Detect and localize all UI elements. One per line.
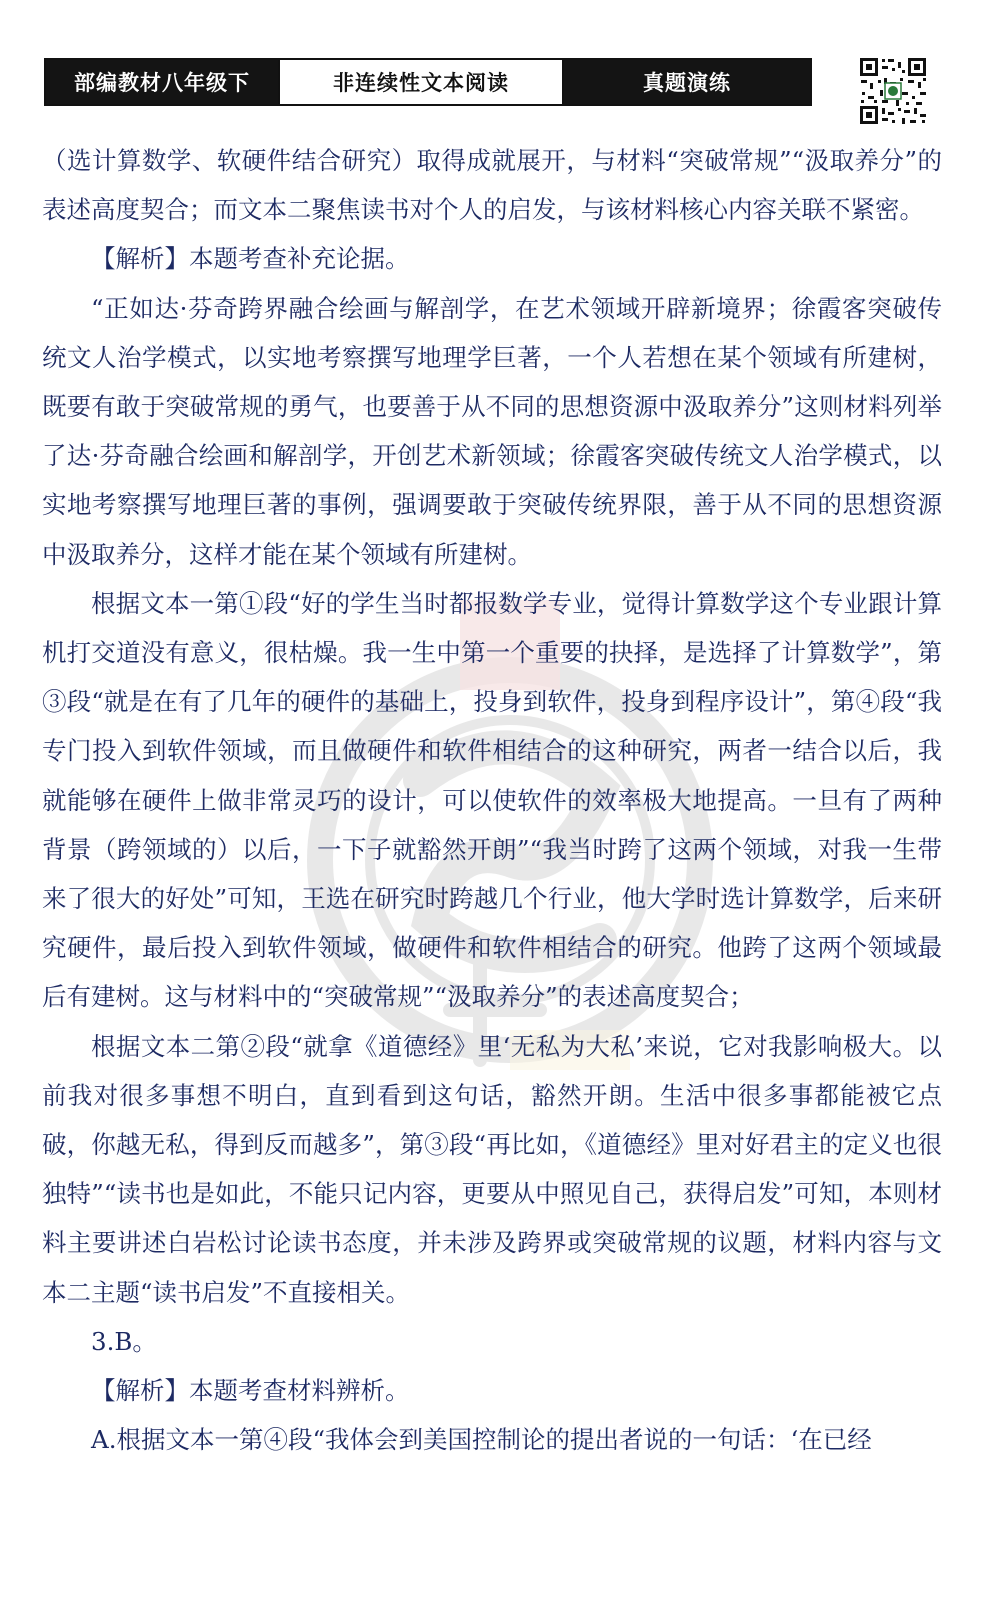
analysis-heading-supplementary-evidence: 【解析】本题考查补充论据。: [91, 244, 410, 274]
header-textbook-label: 部编教材八年级下: [46, 60, 278, 104]
page-header-bar: [44, 58, 812, 106]
paragraph-text-two-analysis: 根据文本二第②段“就拿《道德经》里‘无私为大私’来说，它对我影响极大。以前我对很多事想不明白，直到看到这句话，豁然开朗。生活中很多事都能被它点破，你越无私，得到反而越多”，第③段“再比如，《道德经》里对好君主的定义也很独特”“读书也是如此，不能只记内容，更要从中照见自己，获得启发”可知，本则材料主要讲述白岩松讨论读书态度，并未涉及跨界或突破常规的议题，材料内容与文本二主题“读书启发”不直接相关。: [42, 1031, 942, 1307]
paragraph-option-a: A.根据文本一第④段“我体会到美国控制论的提出者说的一句话：‘在已经: [91, 1425, 872, 1455]
answer-question-3: 3.B。: [91, 1326, 157, 1356]
header-section-label: 真题演练: [564, 60, 810, 104]
paragraph-material-quote: “正如达·芬奇跨界融合绘画与解剖学，在艺术领域开辟新境界；徐霞客突破传统文人治学模式，以实地考察撰写地理学巨著，一个人若想在某个领域有所建树，既要有敢于突破常规的勇气，也要善于从不同的思想资源中汲取养分”这则材料列举了达·芬奇融合绘画和解剖学，开创艺术新领域；徐霞客突破传统文人治学模式，以实地考察撰写地理巨著的事例，强调要敢于突破传统界限，善于从不同的思想资源中汲取养分，这样才能在某个领域有所建树。: [42, 293, 942, 569]
qr-code-icon: [858, 56, 928, 126]
paragraph-continuation: （选计算数学、软硬件结合研究）取得成就展开，与材料“突破常规”“汲取养分”的表述高度契合；而文本二聚焦读书对个人的启发，与该材料核心内容关联不紧密。: [42, 146, 942, 225]
document-body: [42, 136, 942, 1464]
header-topic-label: 非连续性文本阅读: [278, 60, 564, 104]
paragraph-text-one-analysis: 根据文本一第①段“好的学生当时都报数学专业，觉得计算数学这个专业跟计算机打交道没有意义，很枯燥。我一生中第一个重要的抉择，是选择了计算数学”，第③段“就是在有了几年的硬件的基础上，投身到软件，投身到程序设计”，第④段“我专门投入到软件领域，而且做硬件和软件相结合的这种研究，两者一结合以后，我就能够在硬件上做非常灵巧的设计，可以使软件的效率极大地提高。一旦有了两种背景（跨领域的）以后，一下子就豁然开朗”“我当时跨了这两个领域，对我一生带来了很大的好处”可知，王选在研究时跨越几个行业，他大学时选计算数学，后来研究硬件，最后投入到软件领域，做硬件和软件相结合的研究。他跨了这两个领域最后有建树。这与材料中的“突破常规”“汲取养分”的表述高度契合；: [42, 588, 942, 1012]
analysis-heading-material-discrimination: 【解析】本题考查材料辨析。: [91, 1376, 410, 1406]
